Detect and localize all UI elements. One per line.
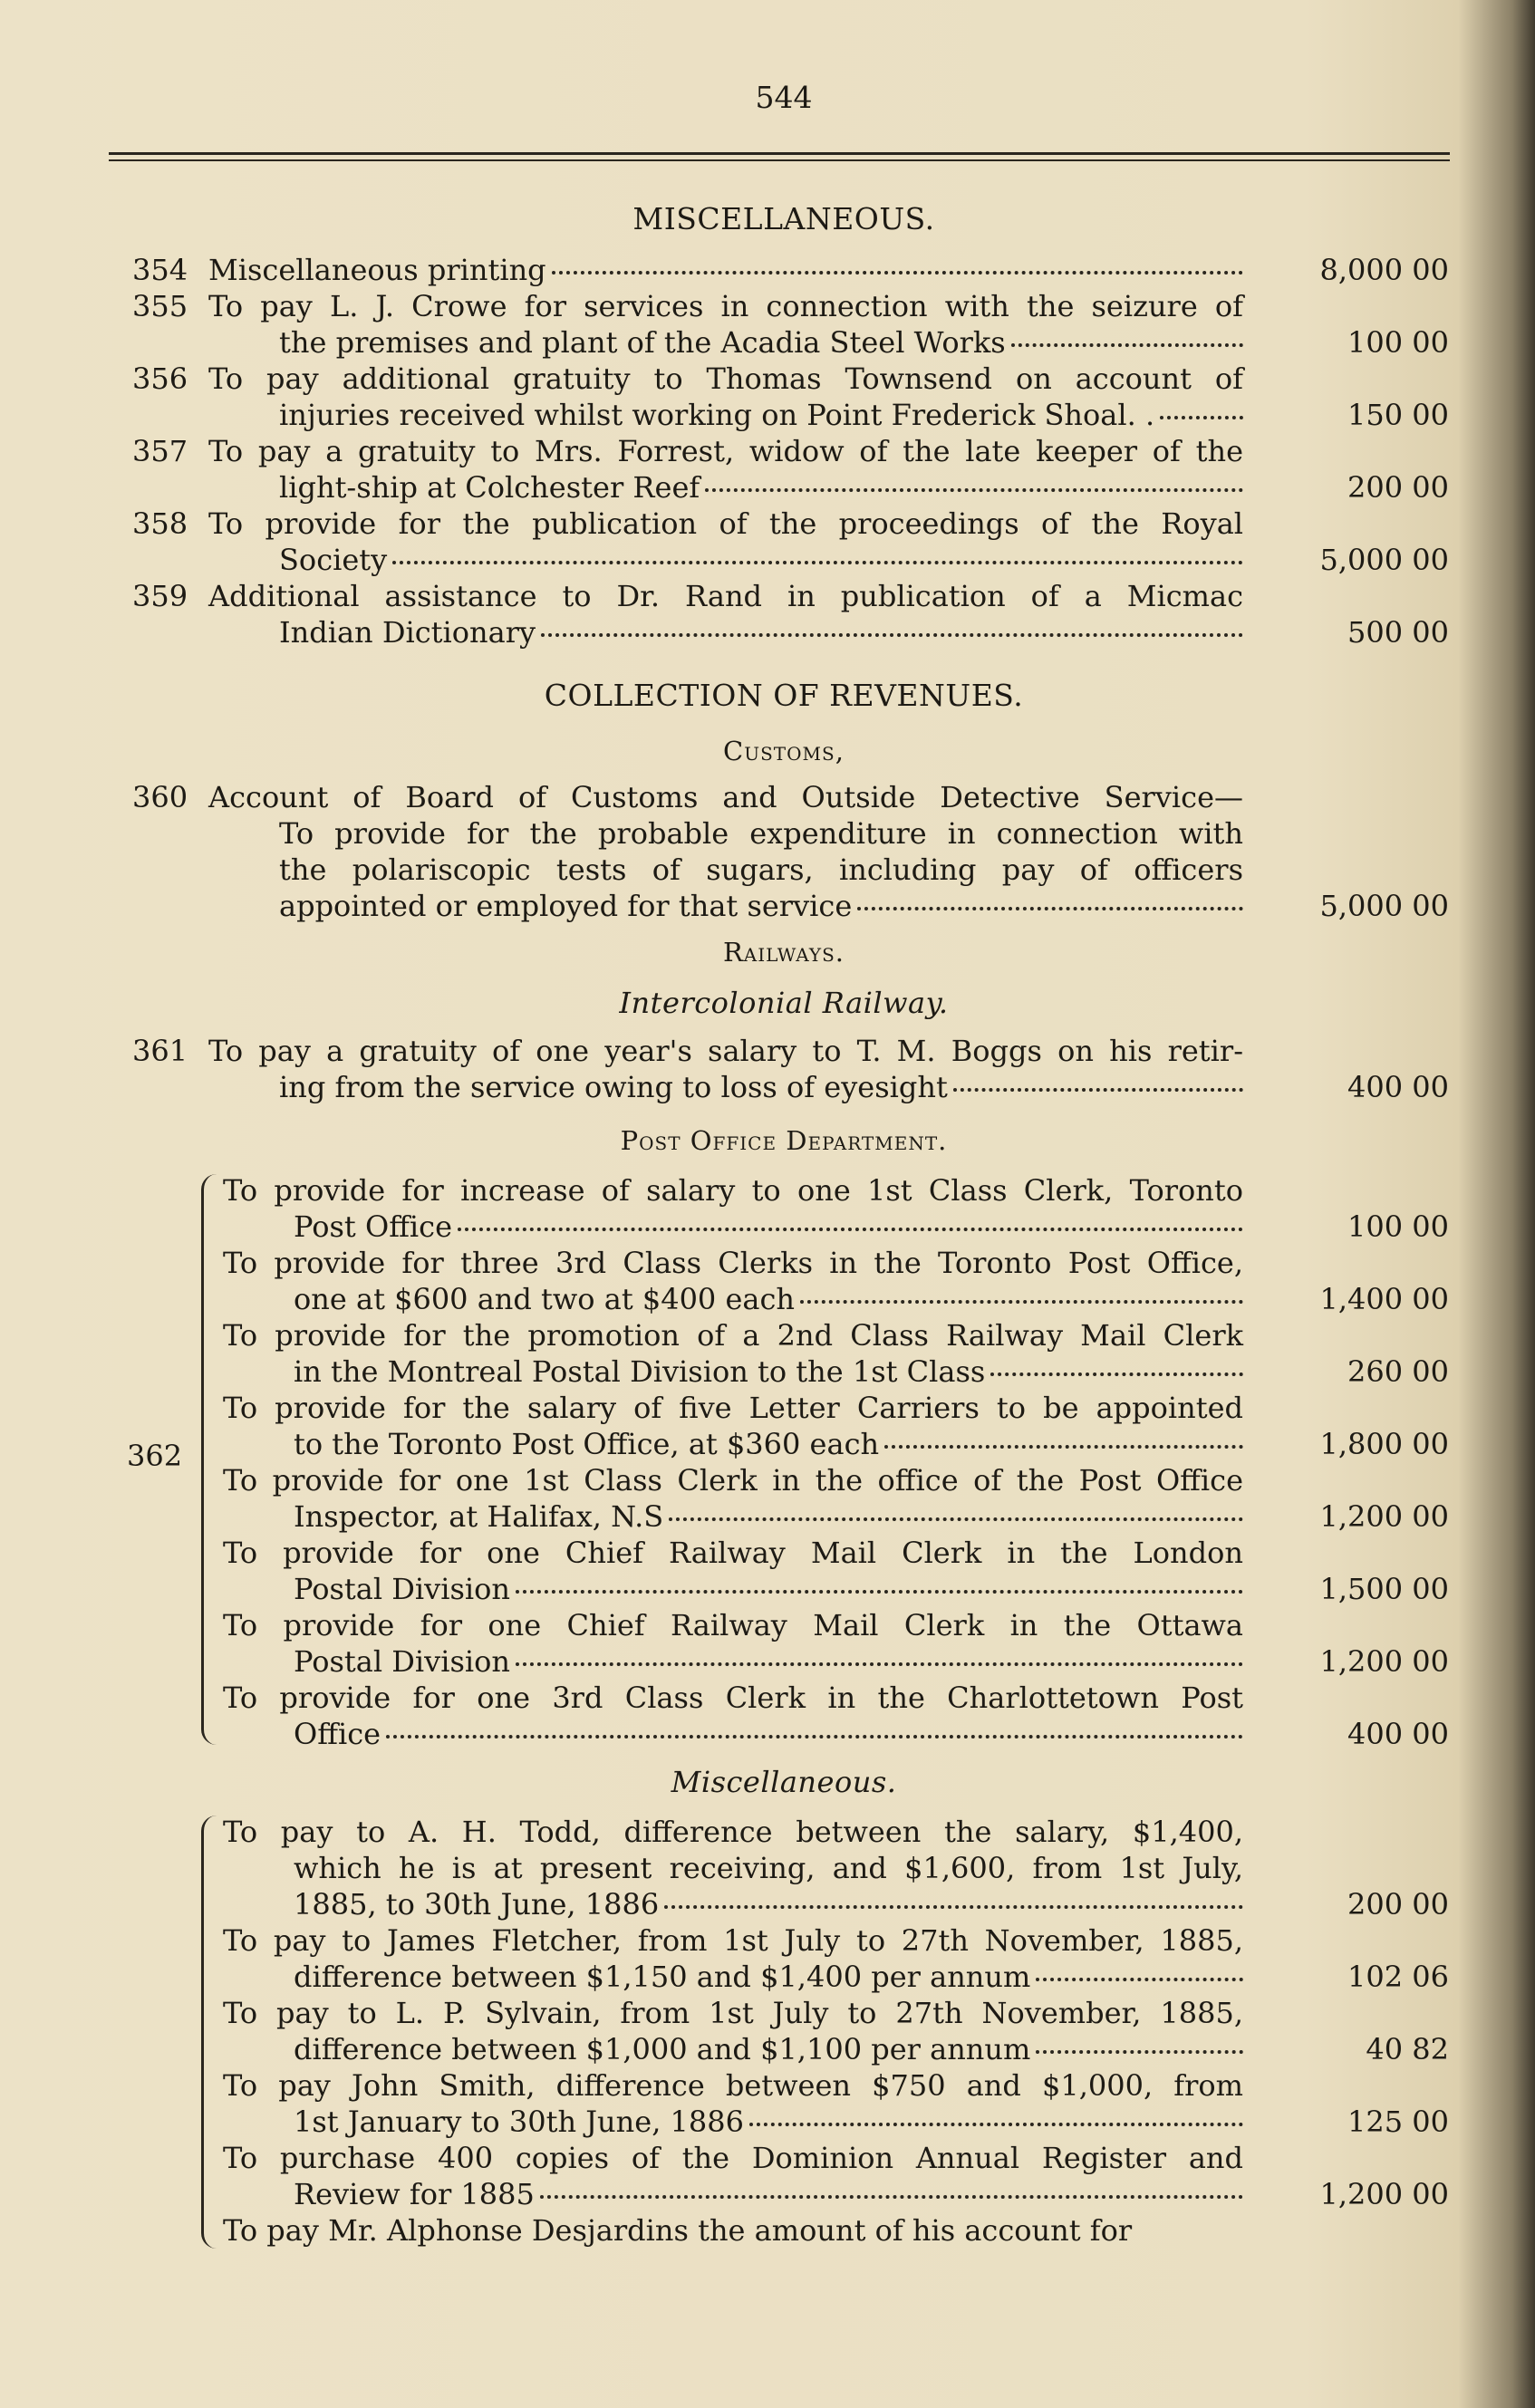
item-text-line: [223, 1245, 1243, 1281]
item-text: Office: [294, 1717, 381, 1751]
item-text: one at $600 and two at $400 each: [294, 1282, 795, 1316]
item-text-line: [223, 1607, 1243, 1643]
dot-leader: [749, 2123, 1243, 2126]
item-text-line: [294, 2176, 1243, 2212]
dot-leader: [1011, 343, 1243, 347]
item-text: To pay to L. P. Sylvain, from 1st July to 27th November, 1885,: [223, 1996, 1243, 2030]
item-text: Postal Division: [294, 1644, 510, 1679]
item-text: Post Office: [294, 1209, 453, 1244]
subsection-title-post-office-department: Post Office Department.: [620, 1125, 948, 1156]
item-text-line: [294, 1850, 1243, 1886]
item-text: To purchase 400 copies of the Dominion Annual Register and: [223, 2141, 1243, 2175]
item-text: Account of Board of Customs and Outside Detective Service—: [208, 780, 1243, 814]
item-text: Review for 1885: [294, 2177, 535, 2211]
item-amount: 102 06: [1347, 1960, 1449, 1994]
item-text: the premises and plant of the Acadia Steel Works: [279, 325, 1006, 360]
item-text-line: [208, 578, 1243, 614]
item-number: 360: [132, 780, 188, 814]
item-text: To provide for increase of salary to one 1st Class Clerk, Toronto: [223, 1173, 1243, 1208]
item-text: To provide for the promotion of a 2nd Class Railway Mail Clerk: [223, 1318, 1243, 1353]
dot-leader: [552, 271, 1243, 275]
item-text-line: [208, 361, 1243, 397]
subsection-title-customs: Customs,: [723, 736, 845, 766]
item-text-line: [294, 1643, 1243, 1680]
header-rule: [109, 152, 1450, 161]
dot-leader: [705, 488, 1243, 492]
item-amount: 8,000 00: [1319, 253, 1449, 287]
item-text-line: [208, 288, 1243, 324]
item-text-line: [294, 1281, 1243, 1317]
item-amount: 400 00: [1347, 1070, 1449, 1104]
item-text: To pay additional gratuity to Thomas Townsend on account of: [208, 361, 1243, 396]
item-amount: 5,000 00: [1319, 889, 1449, 923]
item-text-line: [279, 614, 1243, 650]
item-number: 355: [132, 289, 188, 323]
item-text-line: [223, 2140, 1243, 2176]
item-text: ing from the service owing to loss of eyesight: [279, 1070, 948, 1104]
item-text: To provide for the publication of the proceedings of the Royal: [208, 506, 1243, 541]
item-number: 356: [132, 361, 188, 396]
item-text-line: [294, 1353, 1243, 1390]
item-text-line: [223, 2212, 1243, 2249]
item-text-line: [208, 252, 1243, 288]
item-text: Society: [279, 543, 388, 577]
item-text: Miscellaneous printing: [208, 253, 546, 287]
item-text-line: [208, 1033, 1243, 1069]
item-text: light-ship at Colchester Reef: [279, 470, 700, 505]
item-text-line: [223, 1390, 1243, 1426]
item-number: 357: [132, 434, 188, 468]
item-number-362: 362: [127, 1439, 183, 1473]
item-text-line: [279, 324, 1243, 361]
item-text-line: [223, 1535, 1243, 1571]
item-amount: 500 00: [1347, 615, 1449, 650]
item-text-line: [223, 1814, 1243, 1850]
dot-leader: [1036, 2050, 1243, 2054]
dot-leader: [392, 561, 1243, 564]
item-text-line: [208, 506, 1243, 542]
item-text-line: [223, 1995, 1243, 2031]
dot-leader: [669, 1517, 1243, 1521]
item-text-line: [294, 2104, 1243, 2140]
item-text: To pay to James Fletcher, from 1st July to 27th November, 1885,: [223, 1923, 1243, 1958]
item-amount: 400 00: [1347, 1717, 1449, 1751]
item-text: To provide for one Chief Railway Mail Clerk in the London: [223, 1536, 1243, 1570]
dot-leader: [1160, 416, 1243, 419]
item-text-line: [208, 779, 1243, 815]
item-text: in the Montreal Postal Division to the 1st Class: [294, 1354, 986, 1389]
item-text: which he is at present receiving, and $1,600, from 1st July,: [294, 1851, 1243, 1885]
dot-leader: [386, 1735, 1243, 1739]
item-text: difference between $1,150 and $1,400 per annum: [294, 1960, 1031, 1994]
item-text: To provide for three 3rd Class Clerks in the Toronto Post Office,: [223, 1246, 1243, 1280]
subsection-title-intercolonial-railway: Intercolonial Railway.: [619, 986, 949, 1020]
dot-leader: [516, 1590, 1243, 1594]
item-amount: 125 00: [1347, 2105, 1449, 2139]
item-text-line: [279, 397, 1243, 433]
post-office-brace: [201, 1174, 217, 1745]
item-text: 1885, to 30th June, 1886: [294, 1887, 660, 1922]
item-number: 358: [132, 506, 188, 541]
dot-leader: [990, 1373, 1243, 1376]
item-text: Indian Dictionary: [279, 615, 536, 650]
item-amount: 1,500 00: [1319, 1572, 1449, 1606]
item-text: To pay John Smith, difference between $750 and $1,000, from: [223, 2068, 1243, 2103]
item-text-line: [294, 1886, 1243, 1922]
item-text: appointed or employed for that service: [279, 889, 853, 923]
dot-leader: [884, 1445, 1243, 1449]
item-amount: 200 00: [1347, 470, 1449, 505]
item-amount: 40 82: [1366, 2032, 1449, 2066]
item-amount: 1,200 00: [1319, 2177, 1449, 2211]
item-amount: 100 00: [1347, 1209, 1449, 1244]
item-text-line: [294, 1209, 1243, 1245]
dot-leader: [1036, 1978, 1243, 1981]
dot-leader: [953, 1088, 1243, 1092]
item-amount: 260 00: [1347, 1354, 1449, 1389]
item-text: To provide for one 3rd Class Clerk in the Charlottetown Post: [223, 1681, 1243, 1715]
item-text-line: [223, 1680, 1243, 1716]
dot-leader: [516, 1662, 1243, 1666]
item-text-line: [279, 888, 1243, 924]
subsection-title-miscellaneous: Miscellaneous.: [671, 1765, 897, 1799]
item-amount: 150 00: [1347, 398, 1449, 432]
item-amount: 1,800 00: [1319, 1427, 1449, 1461]
item-text-line: [279, 542, 1243, 578]
item-text-line: [294, 1716, 1243, 1752]
dot-leader: [541, 633, 1243, 637]
item-number: 359: [132, 579, 188, 613]
page-number: 544: [755, 80, 813, 115]
item-text: To pay a gratuity to Mrs. Forrest, widow of the late keeper of the: [208, 434, 1243, 468]
item-text-line: [279, 815, 1243, 852]
item-text-line: [223, 1172, 1243, 1209]
dot-leader: [458, 1228, 1243, 1231]
item-amount: 200 00: [1347, 1887, 1449, 1922]
item-text: To provide for the probable expenditure in connection with: [279, 816, 1243, 851]
item-text: 1st January to 30th June, 1886: [294, 2105, 744, 2139]
item-text-line: [208, 433, 1243, 469]
item-amount: 1,400 00: [1319, 1282, 1449, 1316]
dot-leader: [857, 907, 1243, 910]
item-text: injuries received whilst working on Point Frederick Shoal. .: [279, 398, 1155, 432]
item-text-line: [294, 1571, 1243, 1607]
dot-leader: [664, 1905, 1243, 1909]
item-amount: 1,200 00: [1319, 1499, 1449, 1534]
item-text: To pay L. J. Crowe for services in connection with the seizure of: [208, 289, 1243, 323]
item-text: To pay Mr. Alphonse Desjardins the amount of his account for: [223, 2213, 1133, 2248]
item-amount: 1,200 00: [1319, 1644, 1449, 1679]
item-text: Postal Division: [294, 1572, 510, 1606]
item-text: To provide for the salary of five Letter Carriers to be appointed: [223, 1391, 1243, 1425]
item-text: to the Toronto Post Office, at $360 each: [294, 1427, 880, 1461]
item-text-line: [223, 1317, 1243, 1353]
item-text-line: [294, 1959, 1243, 1995]
item-text: difference between $1,000 and $1,100 per annum: [294, 2032, 1031, 2066]
subsection-title-railways: Railways.: [722, 937, 845, 968]
item-text-line: [294, 2031, 1243, 2067]
item-text-line: [279, 1069, 1243, 1105]
item-amount: 5,000 00: [1319, 543, 1449, 577]
item-number: 361: [132, 1034, 188, 1068]
section-title-miscellaneous: MISCELLANEOUS.: [632, 201, 935, 236]
item-text: To pay a gratuity of one year's salary to T. M. Boggs on his retir-: [208, 1034, 1243, 1068]
miscellaneous-brace: [201, 1816, 217, 2249]
dot-leader: [540, 2195, 1243, 2199]
item-text: Additional assistance to Dr. Rand in publication of a Micmac: [208, 579, 1243, 613]
item-text: To pay to A. H. Todd, difference between the salary, $1,400,: [223, 1815, 1243, 1849]
item-text-line: [223, 2067, 1243, 2104]
section-title-collection-of-revenues: COLLECTION OF REVENUES.: [544, 678, 1024, 713]
item-text-line: [279, 852, 1243, 888]
item-number: 354: [132, 253, 188, 287]
item-text: Inspector, at Halifax, N.S: [294, 1499, 664, 1534]
item-text-line: [294, 1426, 1243, 1462]
item-text-line: [223, 1922, 1243, 1959]
item-amount: 100 00: [1347, 325, 1449, 360]
item-text-line: [279, 469, 1243, 506]
item-text-line: [294, 1498, 1243, 1535]
item-text: To provide for one Chief Railway Mail Clerk in the Ottawa: [223, 1608, 1243, 1642]
item-text: the polariscopic tests of sugars, including pay of officers: [279, 852, 1243, 887]
item-text: To provide for one 1st Class Clerk in the office of the Post Office: [223, 1463, 1243, 1498]
item-text-line: [223, 1462, 1243, 1498]
dot-leader: [800, 1300, 1243, 1304]
